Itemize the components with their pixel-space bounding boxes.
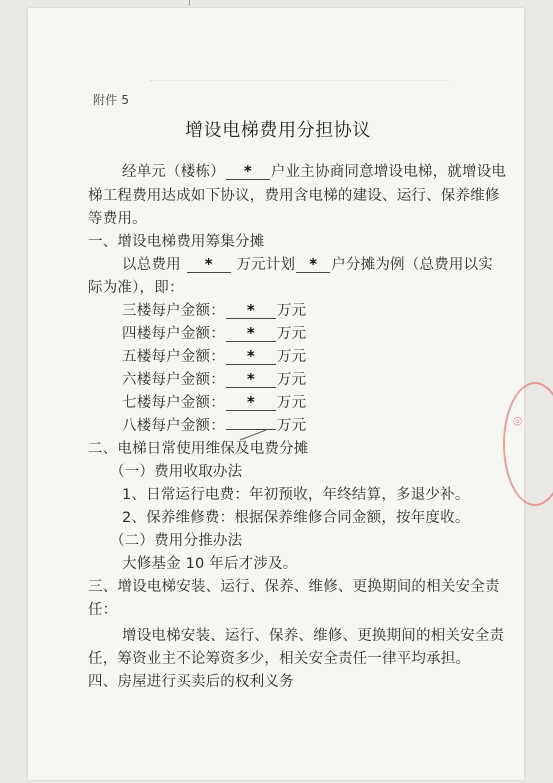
floor-amount-value: *	[246, 324, 255, 342]
section2-item1: 1、日常运行电费：年初预收，年终结算，多退少补。	[122, 487, 470, 503]
seal-mark: ◎	[511, 414, 524, 427]
total-cost-line	[122, 253, 493, 274]
section2-fund: 大修基金 10 年后才涉及。	[122, 556, 298, 572]
floor-row	[122, 414, 306, 435]
floor-label: 七楼每户金额：	[122, 395, 225, 411]
floor-amount-blank	[226, 372, 276, 388]
floor-amount-blank	[226, 395, 276, 411]
floor-label: 八楼每户金额：	[122, 418, 225, 434]
section2-sub2: （二）费用分推办法	[110, 533, 243, 549]
floor-amount-value: *	[246, 347, 255, 365]
floor-amount-blank	[226, 429, 276, 430]
households-value: *	[243, 162, 252, 180]
section2-item2: 2、保养维修费：根据保养维修合同金额，按年度收。	[122, 510, 470, 526]
intro-line-3: 等费用。	[88, 211, 147, 227]
total-cost-value: *	[204, 255, 213, 273]
floor-amount-blank	[226, 349, 276, 365]
floor-amount-blank	[226, 303, 276, 319]
section2-heading: 二、电梯日常使用维保及电费分摊	[88, 441, 309, 457]
total-text-b: 万元计划	[236, 257, 296, 273]
plan-households-blank	[296, 257, 330, 273]
floor-row	[122, 391, 306, 412]
floor-amount-value: *	[246, 301, 255, 319]
section4-heading: 四、房屋进行买卖后的权利义务	[88, 674, 294, 690]
section2-sub1: （一）费用收取办法	[110, 464, 243, 480]
total-text-a: 以总费用	[122, 257, 181, 273]
intro-line-1	[122, 160, 506, 181]
total-cost-line-2: 际为准），即：	[88, 280, 184, 296]
total-text-c: 户分摊为例（总费用以实	[331, 257, 493, 273]
floor-label: 五楼每户金额：	[122, 349, 225, 365]
floor-row	[122, 322, 306, 343]
total-cost-blank	[187, 257, 231, 273]
intro-text-b: 户业主协商同意增设电梯，就增设电	[270, 164, 507, 180]
floor-row	[122, 368, 306, 389]
intro-line-2: 梯工程费用达成如下协议，费用含电梯的建设、运行、保养维修	[88, 188, 500, 204]
floor-unit: 万元	[276, 418, 307, 434]
floor-unit: 万元	[276, 395, 307, 411]
section3-heading: 三、增设电梯安装、运行、保养、维修、更换期间的相关安全责	[88, 579, 500, 595]
intro-text-a: 经单元（楼栋）	[122, 164, 225, 180]
scan-mark	[189, 0, 190, 6]
floor-label: 四楼每户金额：	[122, 326, 225, 342]
section3-heading-cont: 任：	[88, 602, 118, 618]
floor-unit: 万元	[276, 303, 307, 319]
floor-unit: 万元	[276, 349, 307, 365]
floor-amount-value: *	[246, 370, 255, 388]
bleed-through	[150, 80, 450, 91]
section3-body-1: 增设电梯安装、运行、保养、维修、更换期间的相关安全责	[122, 628, 505, 644]
floor-amount-blank	[226, 326, 276, 342]
section1-heading: 一、增设电梯费用筹集分摊	[88, 234, 265, 250]
floor-unit: 万元	[276, 326, 307, 342]
plan-households-value: *	[309, 255, 318, 273]
section3-body-2: 任，筹资业主不论筹资多少，相关安全责任一律平均承担。	[88, 651, 471, 667]
households-blank	[226, 164, 270, 180]
attachment-label: 附件 5	[93, 93, 130, 107]
floor-label: 三楼每户金额：	[122, 303, 225, 319]
floor-unit: 万元	[276, 372, 307, 388]
floor-amount-value: *	[246, 393, 255, 411]
document-title: 增设电梯费用分担协议	[185, 120, 371, 141]
floor-row	[122, 345, 306, 366]
floor-row	[122, 299, 306, 320]
floor-label: 六楼每户金额：	[122, 372, 225, 388]
